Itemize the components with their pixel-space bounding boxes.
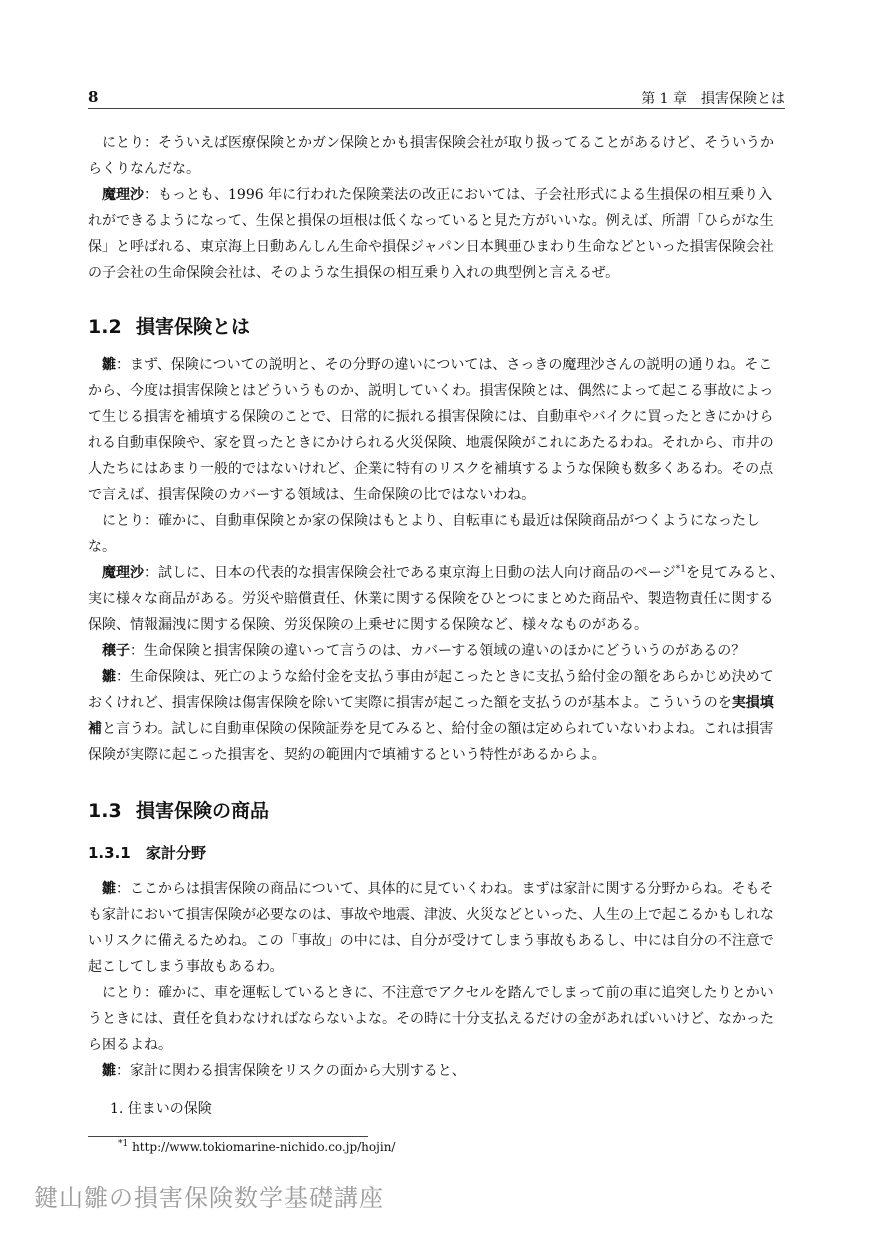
page: [88, 86, 785, 1154]
dialogue-paragraph: 雛：生命保険は、死亡のような給付金を支払う事由が起こったときに支払う給付金の額をあらかじめ決めておくけれど、損害保険は傷害保険を除いて実際に損害が起こった額を支払うのが基本よ。こういうのを実損填補と言うわ。試しに自動車保険の保険証券を見てみると、給付金の額は定められていないわよね。これは損害保険が実際に起こった損害を、契約の範囲内で填補するという特性があるからよ。: [88, 669, 774, 763]
speaker-name: 雛: [102, 1063, 116, 1079]
dialogue-paragraph: 雛：ここからは損害保険の商品について、具体的に見ていくわね。まずは家計に関する分野からね。そもそも家計において損害保険が必要なのは、事故や地震、津波、火災などといった、人生の上で起こるかもしれないリスクに備えるためね。この「事故」の中には、自分が受けてしまう事故もあるし、中には自分の不注意で起こしてしまう事故もあるわ。: [88, 881, 774, 975]
dialogue-text: を見てみると、実に様々な商品がある。労災や賠償責任、休業に関する保険をひとつにまとめた商品や、製造物責任に関する保険、情報漏洩に関する保険、労災保険の上乗せに関する保険など、様々なものがある。: [88, 565, 784, 633]
running-header: [88, 86, 785, 109]
speaker-name: 魔理沙: [102, 565, 144, 581]
dialogue-text: 確かに、車を運転しているときに、不注意でアクセルを踏んでしまって前の車に追突したりとかいうときには、責任を負わなければならないよな。その時に十分支払えるだけの金があればいいけど、なかったら困るよね。: [88, 985, 774, 1053]
dialogue-paragraph: にとり：確かに、自動車保険とか家の保険はもとより、自転車にも最近は保険商品がつくようになったしな。: [88, 513, 760, 555]
footnote-ref[interactable]: *1: [675, 564, 686, 575]
list-item: 1. 住まいの保険: [110, 1101, 212, 1117]
footnote-rule: [88, 1136, 368, 1137]
watermark-title: 鍵山雛の損害保険数学基礎講座: [34, 1184, 384, 1212]
speaker-name: 雛: [102, 357, 116, 373]
dialogue-paragraph: にとり：確かに、車を運転しているときに、不注意でアクセルを踏んでしまって前の車に追突したりとかいうときには、責任を負わなければならないよな。その時に十分支払えるだけの金があればいいけど、なかったら困るよね。: [88, 985, 774, 1053]
chapter-title: 第 1 章 損害保険とは: [641, 91, 785, 107]
dialogue-paragraph: にとり：そういえば医療保険とかガン保険とかも損害保険会社が取り扱ってることがあるけど、そういうからくりなんだな。: [88, 135, 774, 177]
dialogue-text: ここからは損害保険の商品について、具体的に見ていくわね。まずは家計に関する分野からね。そもそも家計において損害保険が必要なのは、事故や地震、津波、火災などといった、人生の上で起こるかもしれないリスクに備えるためね。この「事故」の中には、自分が受けてしまう事故もあるし、中には自分の不注意で起こしてしまう事故もあるわ。: [88, 881, 774, 975]
dialogue-text: と言うわ。試しに自動車保険の保険証券を見てみると、給付金の額は定められていないわよね。これは損害保険が実際に起こった損害を、契約の範囲内で填補するという特性があるからよ。: [88, 721, 774, 763]
dialogue-paragraph: 魔理沙：もっとも、1996 年に行われた保険業法の改正においては、子会社形式による生損保の相互乗り入れができるようになって、生保と損保の垣根は低くなっていると見た方がいいな。例えば、所謂「ひらがな生保」と呼ばれる、東京海上日動あんしん生命や損保ジャパン日本興亜ひまわり生命などといった損害保険会社の子会社の生命保険会社は、そのような生損保の相互乗り入れの典型例と言えるぜ。: [88, 187, 774, 281]
speaker-name: 雛: [102, 669, 116, 685]
dialogue-text: まず、保険についての説明と、その分野の違いについては、さっきの魔理沙さんの説明の通りね。そこから、今度は損害保険とはどういうものか、説明していくわ。損害保険とは、偶然によって起こる事故によって生じる損害を補填する保険のことで、日常的に振れる損害保険には、自動車やバイクに買ったときにかけられる自動車保険や、家を買ったときにかけられる火災保険、地震保険がこれにあたるわね。それから、市井の人たちにはあまり一般的ではないけれど、企業に特有のリスクを補填するような保険も数多くあるわ。その点で言えば、損害保険のカバーする領域は、生命保険の比ではないわね。: [88, 357, 774, 503]
footnote-mark: *1: [118, 1139, 129, 1149]
footnote: [118, 1140, 395, 1154]
page-number: 8: [88, 88, 99, 106]
dialogue-text: 生命保険は、死亡のような給付金を支払う事由が起こったときに支払う給付金の額をあらかじめ決めておくけれど、損害保険は傷害保険を除いて実際に損害が起こった額を支払うのが基本よ。こういうのを: [88, 669, 774, 711]
dialogue-paragraph: 雛：まず、保険についての説明と、その分野の違いについては、さっきの魔理沙さんの説明の通りね。そこから、今度は損害保険とはどういうものか、説明していくわ。損害保険とは、偶然によって起こる事故によって生じる損害を補填する保険のことで、日常的に振れる損害保険には、自動車やバイクに買ったときにかけられる自動車保険や、家を買ったときにかけられる火災保険、地震保険がこれにあたるわね。それから、市井の人たちにはあまり一般的ではないけれど、企業に特有のリスクを補填するような保険も数多くあるわ。その点で言えば、損害保険のカバーする領域は、生命保険の比ではないわね。: [88, 357, 774, 503]
dialogue-paragraph: 魔理沙：試しに、日本の代表的な損害保険会社である東京海上日動の法人向け商品のページ$^{*1}$を見てみると、実に様々な商品がある。労災や賠償責任、休業に関する保険をひとつにまとめた商品や、製造物責任に関する保険、情報漏洩に関する保険、労災保険の上乗せに関する保険など、様々なものがある。: [88, 564, 784, 633]
speaker-name: にとり: [102, 985, 144, 1001]
speaker-name: にとり: [102, 513, 144, 529]
footnote-url[interactable]: http://www.tokiomarine-nichido.co.jp/hojin/: [132, 1140, 396, 1154]
dialogue-paragraph: 穣子：生命保険と損害保険の違いって言うのは、カバーする領域の違いのほかにどういうのがあるの？: [102, 643, 746, 659]
speaker-name: 雛: [102, 881, 116, 897]
term-highlight: 実損填補: [88, 695, 774, 737]
subsection-heading: 1.3.1 家計分野: [88, 844, 207, 862]
speaker-name: にとり: [102, 135, 144, 151]
section-heading: 1.3 損害保険の商品: [88, 800, 270, 822]
speaker-name: 穣子: [102, 643, 130, 659]
dialogue-text: そういえば医療保険とかガン保険とかも損害保険会社が取り扱ってることがあるけど、そういうからくりなんだな。: [88, 135, 774, 177]
dialogue-text: 生命保険と損害保険の違いって言うのは、カバーする領域の違いのほかにどういうのがあるの？: [144, 643, 746, 659]
dialogue-text: 家計に関わる損害保険をリスクの面から大別すると、: [130, 1063, 466, 1079]
dialogue-text: 試しに、日本の代表的な損害保険会社である東京海上日動の法人向け商品のページ: [158, 565, 676, 581]
section-heading: 1.2 損害保険とは: [88, 316, 251, 338]
speaker-name: 魔理沙: [102, 187, 144, 203]
dialogue-text: 確かに、自動車保険とか家の保険はもとより、自転車にも最近は保険商品がつくようになったしな。: [88, 513, 760, 555]
dialogue-paragraph: 雛：家計に関わる損害保険をリスクの面から大別すると、: [102, 1063, 466, 1079]
dialogue-text: もっとも、1996 年に行われた保険業法の改正においては、子会社形式による生損保の相互乗り入れができるようになって、生保と損保の垣根は低くなっていると見た方がいいな。例えば、所謂「ひらがな生保」と呼ばれる、東京海上日動あんしん生命や損保ジャパン日本興亜ひまわり生命などといった損害保険会社の子会社の生命保険会社は、そのような生損保の相互乗り入れの典型例と言えるぜ。: [88, 187, 774, 281]
